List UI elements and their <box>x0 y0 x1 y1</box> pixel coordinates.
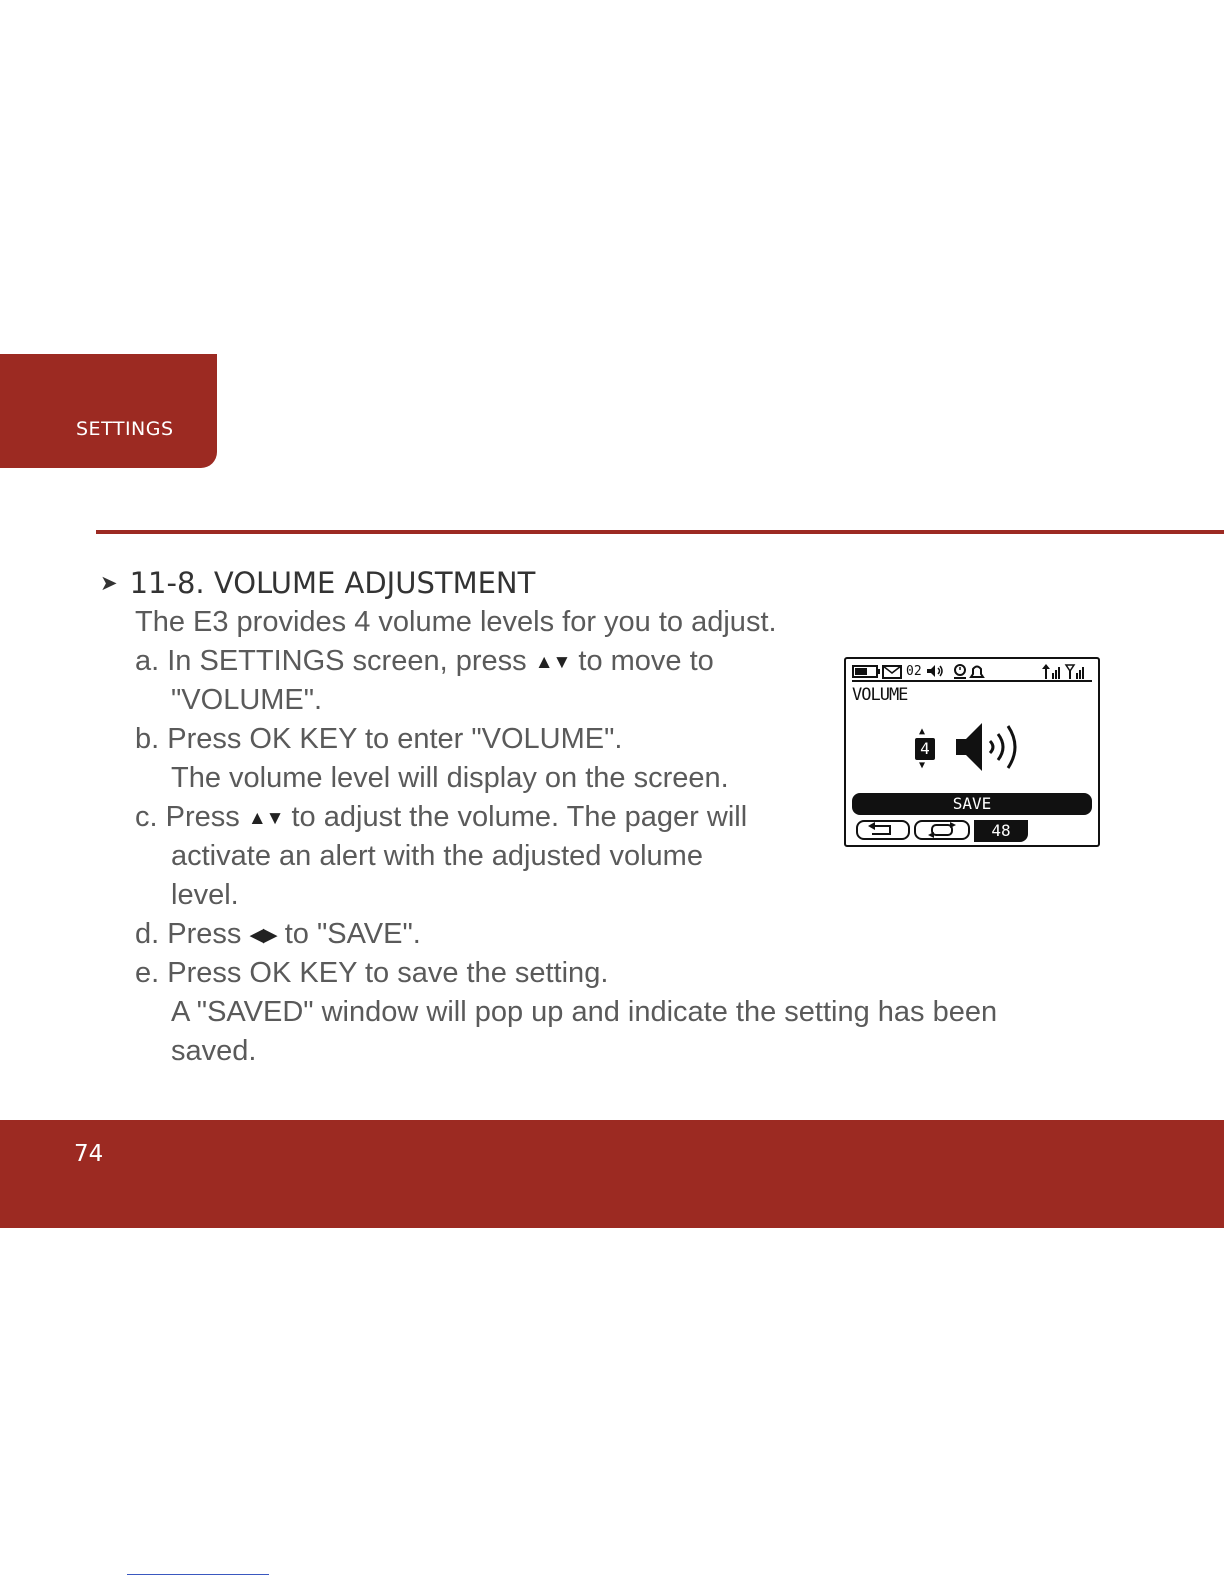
pager-screen <box>844 657 1100 847</box>
antenna-icon <box>1042 664 1060 679</box>
softkey-time: 48 <box>974 820 1028 842</box>
section-tab-label: SETTINGS <box>76 418 174 440</box>
step-a-line1: a. In SETTINGS screen, press ▲▼ to move to <box>135 645 714 677</box>
speaker-small-icon <box>927 665 942 677</box>
message-count: 02 <box>906 664 922 679</box>
footer-bar <box>0 1120 1224 1228</box>
softkey-cycle <box>914 820 970 840</box>
signal-icon <box>1066 665 1084 679</box>
step-b-line1: b. Press OK KEY to enter "VOLUME". <box>135 723 623 755</box>
section-heading-text: 11-8. VOLUME ADJUSTMENT <box>129 566 536 600</box>
up-down-keys-icon: ▲▼ <box>247 808 284 829</box>
section-tab <box>0 354 217 468</box>
vol-up-arrow-icon: ▲ <box>919 726 926 737</box>
step-a-line2: "VOLUME". <box>171 684 323 716</box>
step-d-line1: d. Press ◀▶ to "SAVE". <box>135 918 421 950</box>
step-c-line3: level. <box>171 879 239 911</box>
speaker-large-icon <box>954 719 1030 775</box>
step-e-line1: e. Press OK KEY to save the setting. <box>135 957 609 989</box>
step-e-line3: saved. <box>171 1035 257 1067</box>
section-heading <box>100 566 535 600</box>
step-c-line1: c. Press ▲▼ to adjust the volume. The pager will <box>135 801 748 833</box>
vol-down-arrow-icon: ▼ <box>919 760 926 771</box>
up-down-keys-icon: ▲▼ <box>534 652 571 673</box>
link-underline <box>127 1574 269 1575</box>
status-bar <box>852 662 1092 682</box>
step-b-line2: The volume level will display on the screen. <box>171 762 729 794</box>
battery-icon <box>853 666 880 677</box>
bullet-arrow-icon: ➤ <box>100 571 118 595</box>
back-arrow-icon <box>858 822 908 838</box>
step-c-line2: activate an alert with the adjusted volume <box>171 840 703 872</box>
softkey-back <box>856 820 910 840</box>
save-option: SAVE <box>852 793 1092 815</box>
intro-text: The E3 provides 4 volume levels for you to adjust. <box>135 606 777 638</box>
volume-level: 4 <box>915 738 935 760</box>
envelope-icon <box>883 666 901 678</box>
header-rule <box>96 530 1224 534</box>
cycle-icon <box>916 822 968 838</box>
step-e-line2: A "SAVED" window will pop up and indicate the setting has been <box>171 996 998 1028</box>
page-number: 74 <box>74 1141 104 1167</box>
bell-icon <box>971 667 983 678</box>
left-right-keys-icon: ◀▶ <box>249 925 277 946</box>
alarm-icon <box>954 665 966 678</box>
pager-screen-title: VOLUME <box>852 685 908 705</box>
